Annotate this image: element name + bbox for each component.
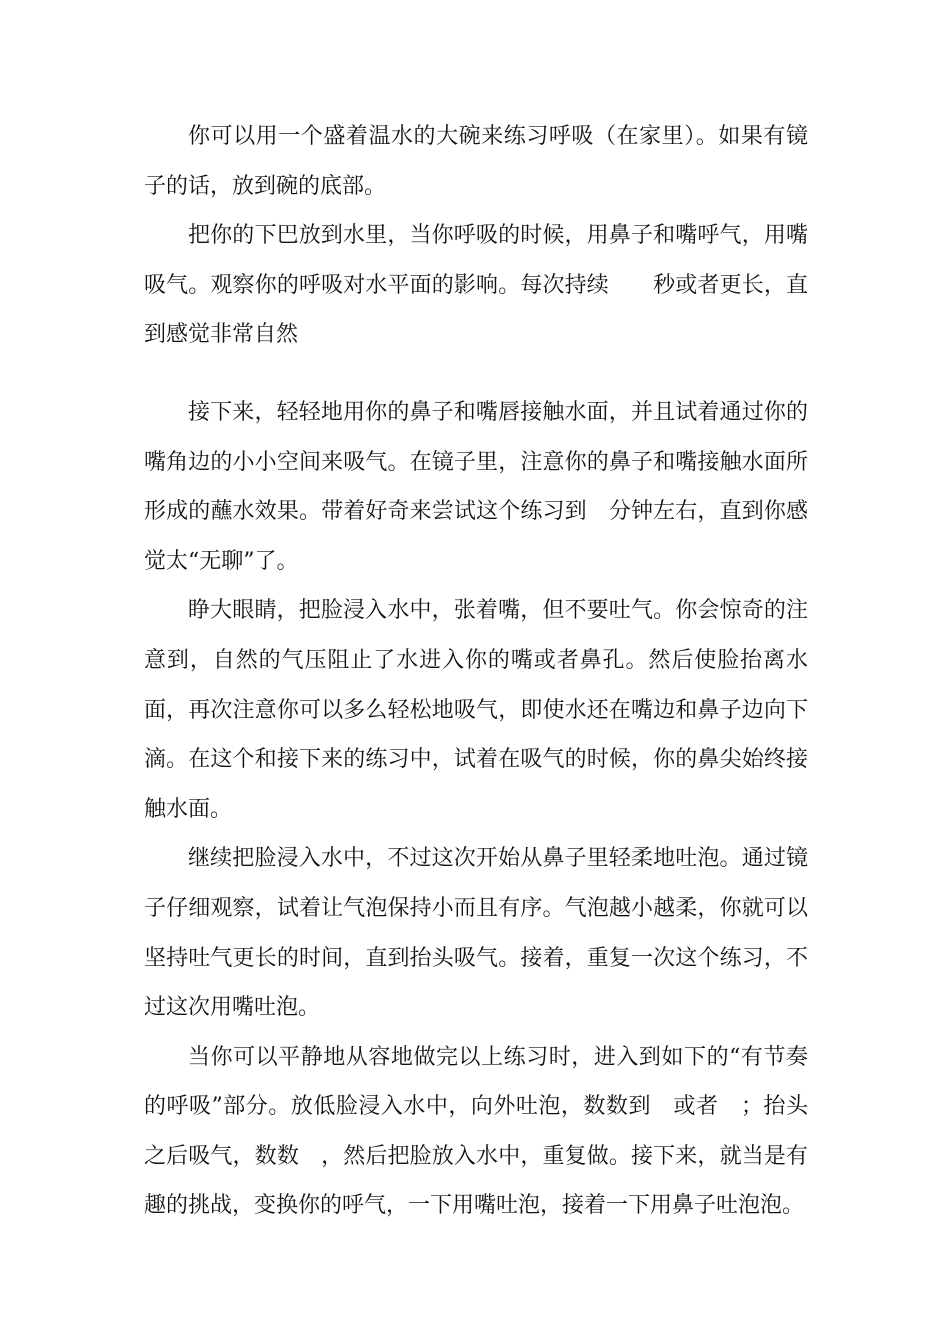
paragraph-6: 当你可以平静地从容地做完以上练习时，进入到如下的“有节奏的呼吸”部分。放低脸浸入水中，向外吐泡，数数到 或者 ；抬头之后吸气，数数 ，然后把脸放入水中，重复做。接下来，就当是有趣的挑战，变换你的呼气，一下用嘴吐泡，接着一下用鼻子吐泡泡。 bbox=[144, 1044, 808, 1219]
paragraph-5: 继续把脸浸入水中，不过这次开始从鼻子里轻柔地吐泡。通过镜子仔细观察，试着让气泡保持小而且有序。气泡越小越柔，你就可以坚持吐气更长的时间，直到抬头吸气。接着，重复一次这个练习，不过这次用嘴吐泡。 bbox=[144, 846, 808, 1021]
paragraph-3: 接下来，轻轻地用你的鼻子和嘴唇接触水面，并且试着通过你的嘴角边的小小空间来吸气。在镜子里，注意你的鼻子和嘴接触水面所形成的蘸水效果。带着好奇来尝试这个练习到 分钟左右，直到你感觉太“无聊”了。 bbox=[144, 399, 808, 574]
document-body bbox=[144, 112, 808, 1231]
paragraph-4: 睁大眼睛，把脸浸入水中，张着嘴，但不要吐气。你会惊奇的注意到，自然的气压阻止了水进入你的嘴或者鼻孔。然后使脸抬离水面，再次注意你可以多么轻松地吸气，即使水还在嘴边和鼻子边向下滴。在这个和接下来的练习中，试着在吸气的时候，你的鼻尖始终接触水面。 bbox=[144, 598, 808, 822]
paragraph-2: 把你的下巴放到水里，当你呼吸的时候，用鼻子和嘴呼气，用嘴吸气。观察你的呼吸对水平面的影响。每次持续 秒或者更长，直到感觉非常自然 bbox=[144, 223, 808, 348]
paragraph-1: 你可以用一个盛着温水的大碗来练习呼吸（在家里）。如果有镜子的话，放到碗的底部。 bbox=[144, 124, 808, 199]
